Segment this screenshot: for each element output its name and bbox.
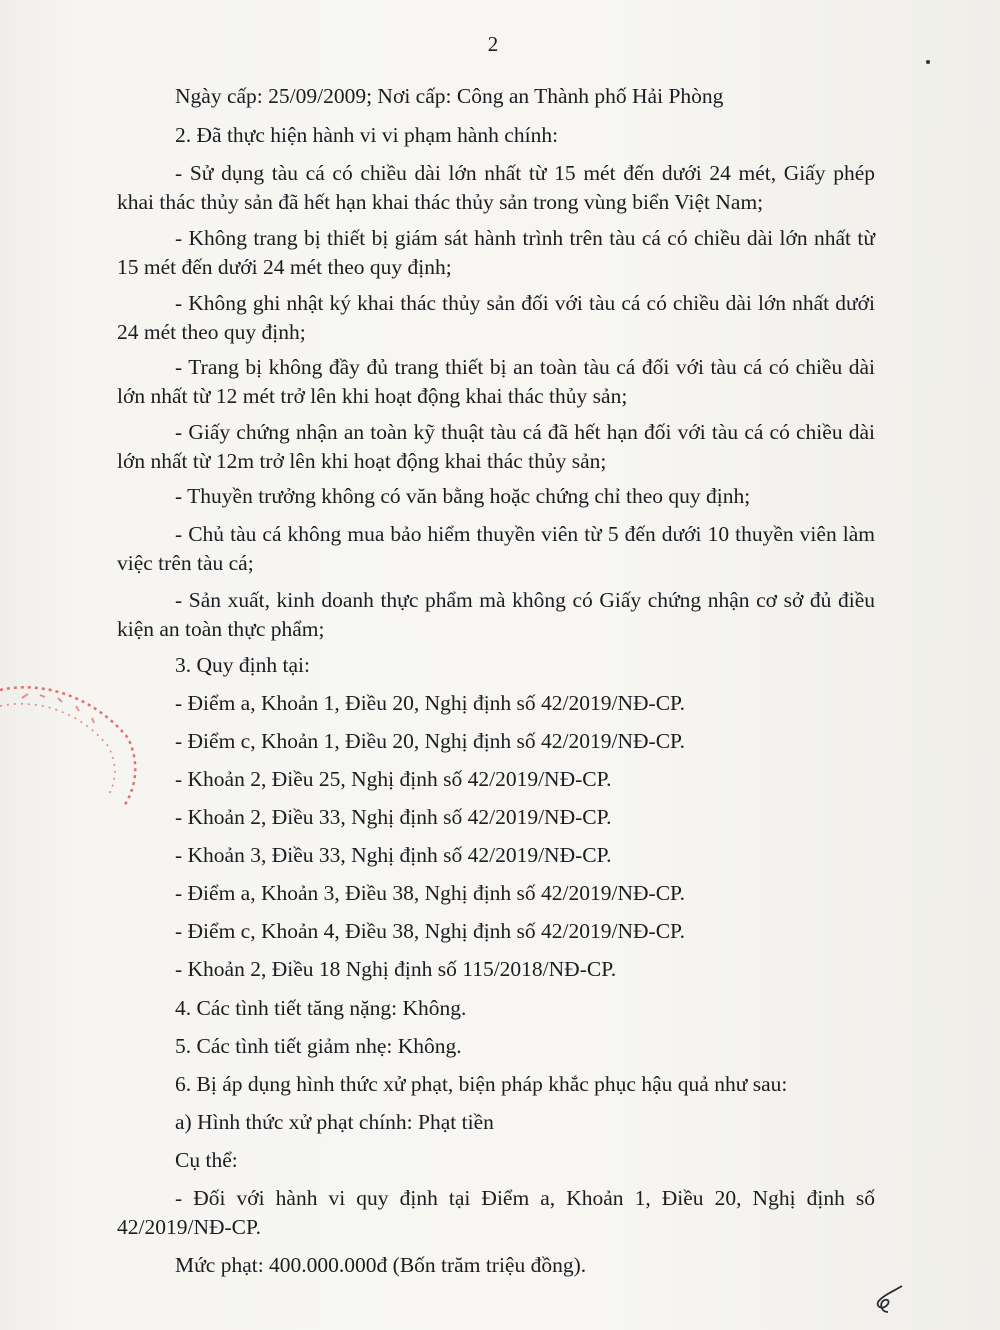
- regulation-item: - Điểm c, Khoản 1, Điều 20, Nghị định số 42/2019/NĐ-CP.: [175, 729, 685, 753]
- regulation-item: - Điểm a, Khoản 3, Điều 38, Nghị định số 42/2019/NĐ-CP.: [175, 881, 685, 905]
- regulation-item: - Khoản 2, Điều 25, Nghị định số 42/2019/NĐ-CP.: [175, 767, 612, 791]
- regulation-item: - Điểm c, Khoản 4, Điều 38, Nghị định số 42/2019/NĐ-CP.: [175, 919, 685, 943]
- heading-regulations: 3. Quy định tại:: [175, 653, 310, 677]
- handwritten-initial: [872, 1282, 912, 1316]
- heading-penalty: 6. Bị áp dụng hình thức xử phạt, biện pháp khắc phục hậu quả như sau:: [175, 1072, 788, 1096]
- violation-item: - Không trang bị thiết bị giám sát hành trình trên tàu cá có chiều dài lớn nhất từ 15 mét đến dưới 24 mét theo quy định;: [117, 226, 875, 279]
- violation-item: - Thuyền trưởng không có văn bằng hoặc chứng chỉ theo quy định;: [175, 484, 751, 508]
- heading-violation: 2. Đã thực hiện hành vi vi phạm hành chính:: [175, 123, 559, 147]
- penalty-detail-item: - Đối với hành vi quy định tại Điểm a, Khoản 1, Điều 20, Nghị định số 42/2019/NĐ-CP.: [117, 1186, 875, 1239]
- fine-amount: Mức phạt: 400.000.000đ (Bốn trăm triệu đồng).: [175, 1253, 587, 1277]
- page-number: 2: [487, 32, 499, 56]
- violation-item: - Chủ tàu cá không mua bảo hiểm thuyền viên từ 5 đến dưới 10 thuyền viên làm việc trên tàu cá;: [117, 522, 875, 575]
- regulation-item: - Khoản 2, Điều 18 Nghị định số 115/2018/NĐ-CP.: [175, 957, 617, 981]
- scan-speck: [926, 60, 930, 64]
- paragraph-issue-date: Ngày cấp: 25/09/2009; Nơi cấp: Công an Thành phố Hải Phòng: [175, 84, 724, 108]
- violation-item: - Giấy chứng nhận an toàn kỹ thuật tàu cá đã hết hạn đối với tàu cá có chiều dài lớn nhất từ 12m trở lên khi hoạt động khai thác thủy sản;: [117, 420, 875, 473]
- regulation-item: - Khoản 3, Điều 33, Nghị định số 42/2019/NĐ-CP.: [175, 843, 612, 867]
- violation-item: - Trang bị không đầy đủ trang thiết bị an toàn tàu cá đối với tàu cá có chiều dài lớn nhất từ 12 mét trở lên khi hoạt động khai thác thủy sản;: [117, 355, 875, 408]
- violation-item: - Sử dụng tàu cá có chiều dài lớn nhất từ 15 mét đến dưới 24 mét, Giấy phép khai thác thủy sản đã hết hạn khai thác thủy sản trong vùng biển Việt Nam;: [117, 161, 875, 214]
- violation-item: - Không ghi nhật ký khai thác thủy sản đối với tàu cá có chiều dài lớn nhất dưới 24 mét theo quy định;: [117, 291, 875, 344]
- main-penalty: a) Hình thức xử phạt chính: Phạt tiền: [175, 1110, 494, 1134]
- regulation-item: - Điểm a, Khoản 1, Điều 20, Nghị định số 42/2019/NĐ-CP.: [175, 691, 685, 715]
- violation-item: - Sản xuất, kinh doanh thực phẩm mà không có Giấy chứng nhận cơ sở đủ điều kiện an toàn thực phẩm;: [117, 588, 875, 641]
- aggravating-circumstances: 4. Các tình tiết tăng nặng: Không.: [175, 996, 467, 1020]
- red-seal-fragment: [0, 668, 140, 818]
- regulation-item: - Khoản 2, Điều 33, Nghị định số 42/2019/NĐ-CP.: [175, 805, 612, 829]
- details-label: Cụ thể:: [175, 1148, 238, 1172]
- mitigating-circumstances: 5. Các tình tiết giảm nhẹ: Không.: [175, 1034, 462, 1058]
